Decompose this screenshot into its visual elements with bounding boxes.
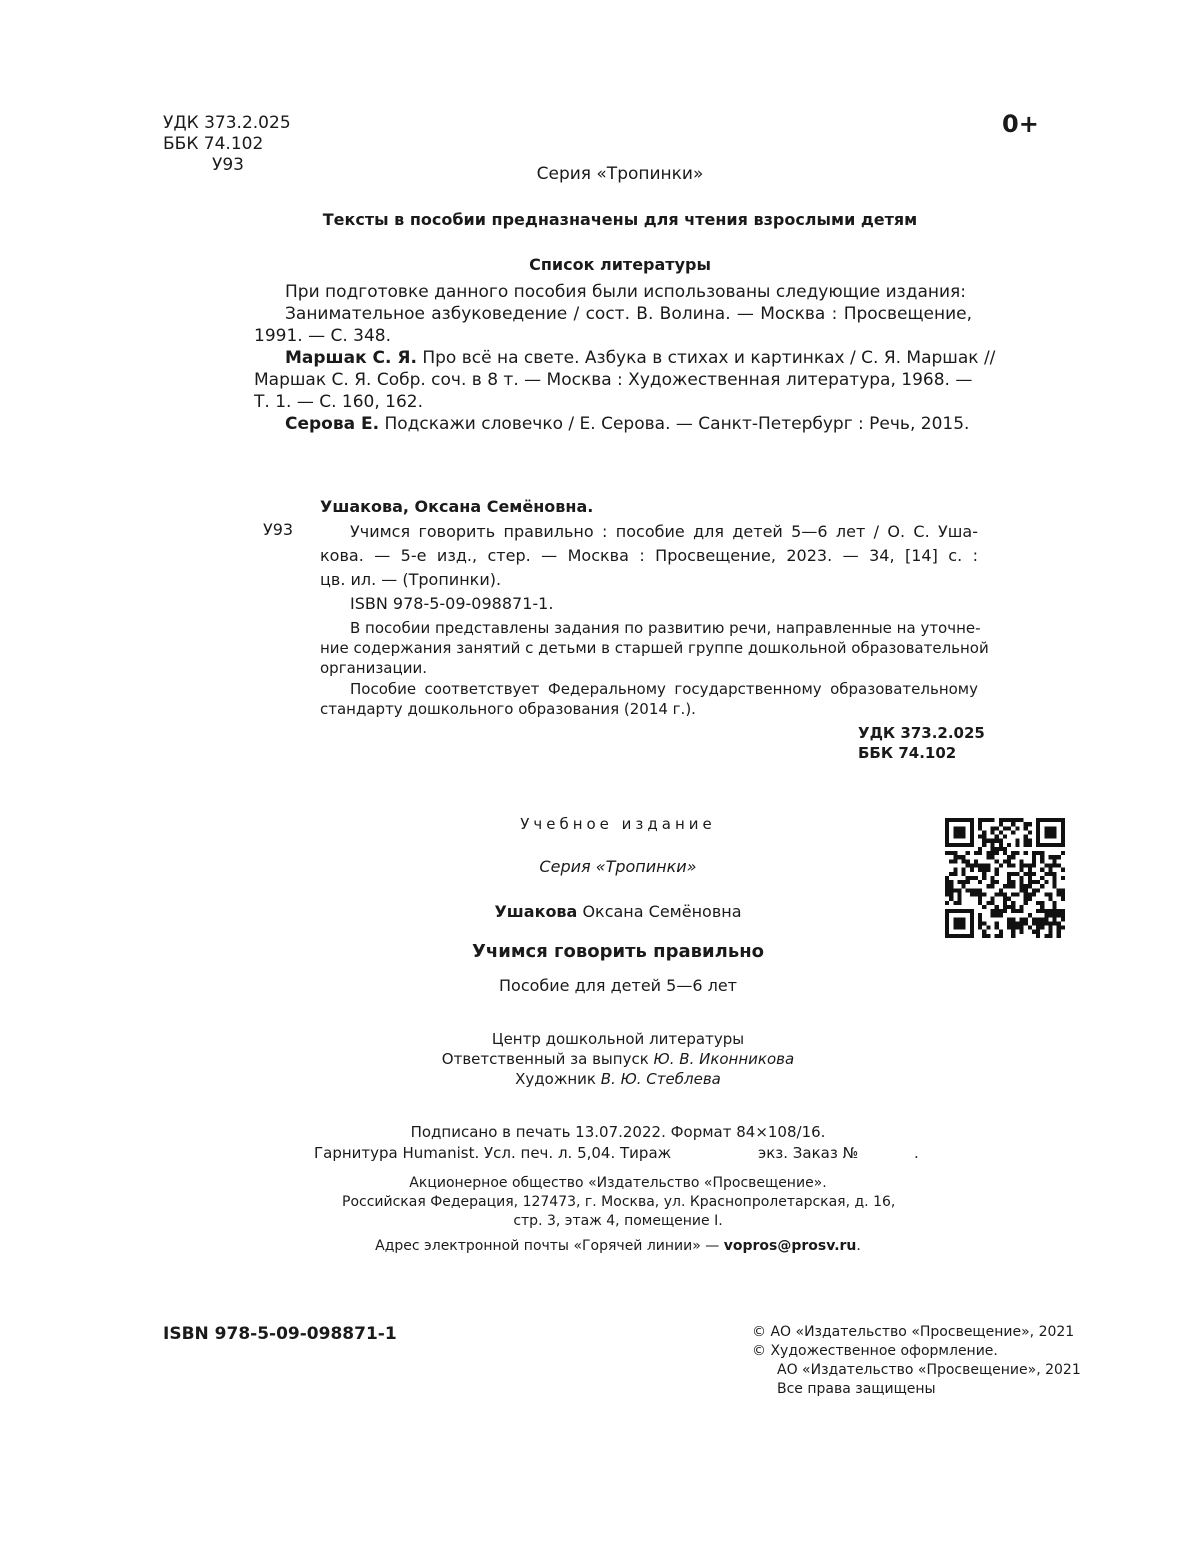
reference-3-author: Серова Е. [285,414,380,434]
reference-2-line-3: Т. 1. — С. 160, 162. [254,392,424,412]
artist-label: Художник [515,1070,601,1088]
signed-to-print: Подписано в печать 13.07.2022. Формат 84×108/16. [410,1123,826,1141]
copyright-2: © Художественное оформление. [752,1343,998,1359]
book-title: Учимся говорить правильно [472,941,764,962]
imprint-center: Центр дошкольной литературы [491,1030,745,1048]
imprint-author-surname: Ушакова [494,902,578,921]
publisher-line-2: Российская Федерация, 127473, г. Москва, ул. Краснопролетарская, д. 16, [342,1194,896,1210]
email-link[interactable]: vopros@prosv.ru [723,1238,857,1254]
responsible-name: Ю. В. Иконникова [653,1050,795,1068]
catalog-udk: УДК 373.2.025 [858,724,985,742]
reference-3 [285,414,969,434]
age-rating: 0+ [1002,110,1039,138]
copyright-3: АО «Издательство «Просвещение», 2021 [777,1362,1081,1378]
email-label: Адрес электронной почты «Горячей линии» — [375,1238,724,1254]
references-title: Список литературы [529,255,711,274]
reference-2-line-1 [285,348,995,368]
edition-type: Учебное издание [520,815,716,833]
imprint-series: Серия «Тропинки» [539,857,697,876]
catalog-abstract-line-1: В пособии представлены задания по развитию речи, направленные на уточне- [350,619,981,637]
footer-isbn: ISBN 978-5-09-098871-1 [163,1324,397,1344]
imprint-artist [318,1070,918,1088]
reference-2-text: Про всё на свете. Азбука в стихах и картинках / С. Я. Маршак // [416,348,996,368]
order-number-label: экз. Заказ № [758,1144,859,1162]
artist-name: В. Ю. Стеблева [600,1070,721,1088]
imprint-responsible [318,1050,918,1068]
catalog-abstract-line-3: организации. [320,659,427,677]
reference-1-line-1: Занимательное азбуковедение / сост. В. Волина. — Москва : Просвещение, [285,304,972,324]
references-intro: При подготовке данного пособия были использованы следующие издания: [285,282,966,302]
udk-code: УДК 373.2.025 [163,113,291,133]
order-number-end: . [914,1144,919,1162]
reference-2-line-2: Маршак С. Я. Собр. соч. в 8 т. — Москва : Художественная литература, 1968. — [254,370,973,390]
publisher-line-3: стр. 3, этаж 4, помещение I. [513,1213,723,1229]
catalog-standard-line-1: Пособие соответствует Федеральному государственному образовательному [350,680,978,698]
catalog-author: Ушакова, Оксана Семёновна. [320,497,594,516]
catalog-abstract-line-2: ние содержания занятий с детьми в старшей группе дошкольной образовательной [320,639,989,657]
catalog-standard-line-2: стандарту дошкольного образования (2014 г.). [320,700,696,718]
imprint-author-name: Оксана Семёновна [577,902,742,921]
catalog-isbn: ISBN 978-5-09-098871-1. [350,594,554,613]
imprint-author [418,902,818,921]
catalog-bbk: ББК 74.102 [858,744,957,762]
hotline-email [318,1238,918,1254]
responsible-label: Ответственный за выпуск [441,1050,654,1068]
copyright-1: © АО «Издательство «Просвещение», 2021 [752,1324,1075,1340]
catalog-line-3: цв. ил. — (Тропинки). [320,570,502,589]
book-subtitle: Пособие для детей 5—6 лет [499,976,737,995]
catalog-line-2: кова. — 5-е изд., стер. — Москва : Просвещение, 2023. — 34, [14] с. : [320,546,978,565]
reading-notice: Тексты в пособии предназначены для чтения взрослыми детям [322,210,918,229]
reference-3-text: Подскажи словечко / Е. Серова. — Санкт-Петербург : Речь, 2015. [379,414,970,434]
publisher-line-1: Акционерное общество «Издательство «Просвещение». [409,1175,827,1191]
bbk-code: ББК 74.102 [163,134,264,154]
catalog-code: У93 [263,520,294,539]
qr-code-icon [945,818,1065,938]
rights-reserved: Все права защищены [777,1381,936,1397]
email-end: . [856,1238,861,1254]
reference-1-line-2: 1991. — С. 348. [254,326,392,346]
series-title: Серия «Тропинки» [536,164,704,184]
author-code: У93 [212,155,244,175]
catalog-line-1: Учимся говорить правильно : пособие для детей 5—6 лет / О. С. Уша- [350,522,978,541]
font-and-print-info: Гарнитура Humanist. Усл. печ. л. 5,04. Тираж [314,1144,672,1162]
reference-2-author: Маршак С. Я. [285,348,417,368]
